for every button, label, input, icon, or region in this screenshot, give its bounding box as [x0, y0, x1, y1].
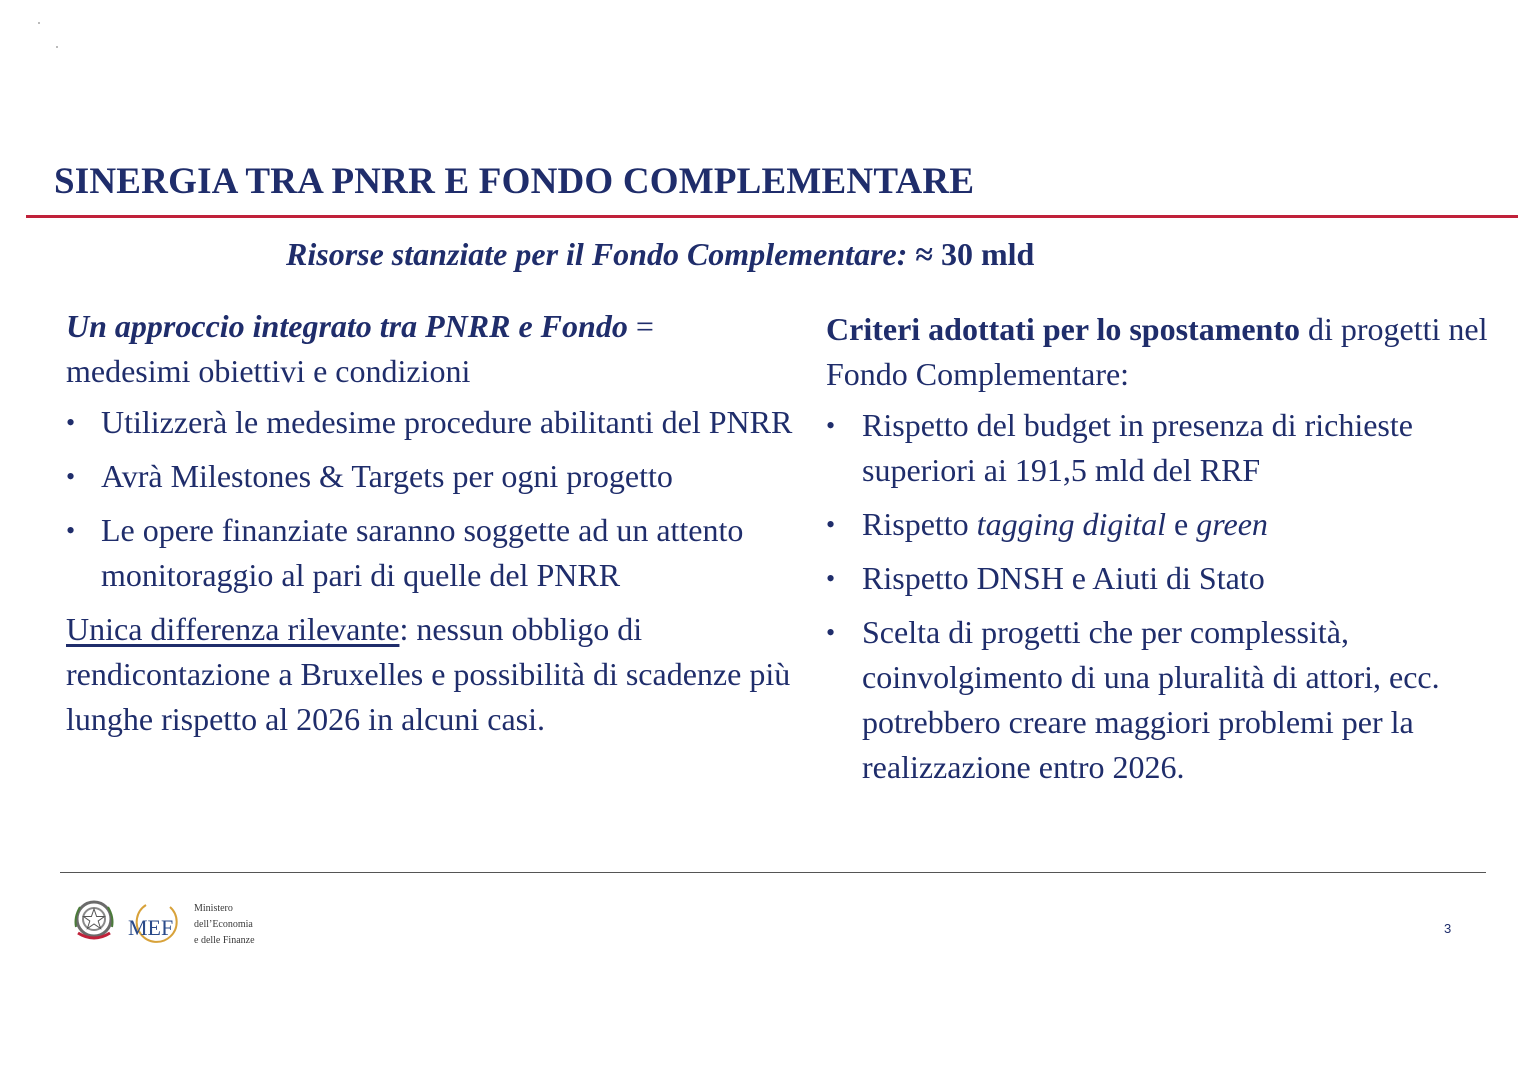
left-intro-rest: medesimi obiettivi e condizioni	[66, 353, 471, 389]
b2-pre: Rispetto	[862, 506, 977, 542]
ministry-line: e delle Finanze	[194, 935, 255, 946]
approx-symbol: ≈	[915, 236, 933, 272]
subtitle-amount: 30 mld	[940, 236, 1035, 272]
right-intro-bold: Criteri adottati per lo spostamento	[826, 311, 1300, 347]
italian-republic-emblem-icon	[70, 897, 118, 947]
left-outro	[66, 607, 796, 742]
ministry-line: dell’Economia	[194, 919, 253, 930]
footer-divider	[60, 872, 1486, 873]
left-column	[66, 304, 796, 742]
subtitle-text: Risorse stanziate per il Fondo Complementare:	[286, 236, 908, 272]
left-intro-bold: Un approccio integrato tra PNRR e Fondo	[66, 308, 628, 344]
left-intro	[66, 304, 796, 394]
outro-rest: : nessun obbligo di rendicontazione a Bruxelles e possibilità di scadenze più lunghe rispetto al 2026 in alcuni casi.	[66, 611, 791, 737]
list-item: • Scelta di progetti che per complessità, coinvolgimento di una pluralità di attori, ecc. potrebbero creare maggiori problemi per la realizzazione entro 2026.	[826, 610, 1526, 790]
scan-speck	[38, 22, 40, 24]
list-item: • Rispetto DNSH e Aiuti di Stato	[826, 556, 1526, 601]
slide-title: SINERGIA TRA PNRR E FONDO COMPLEMENTARE	[54, 161, 975, 202]
b2-italic-digital: tagging digital	[976, 506, 1167, 542]
list-item	[826, 502, 1526, 547]
mef-logo-icon	[126, 899, 188, 951]
right-intro-rest: di progetti nel Fondo Complementare:	[826, 311, 1488, 392]
subtitle	[286, 236, 1034, 273]
title-divider	[26, 215, 1518, 218]
right-column	[826, 307, 1526, 799]
list-item: • Utilizzerà le medesime procedure abilitanti del PNRR	[66, 400, 796, 445]
list-item: • Rispetto del budget in presenza di richieste superiori ai 191,5 mld del RRF	[826, 403, 1526, 493]
ministry-name	[194, 901, 255, 949]
page-number: 3	[1444, 921, 1452, 936]
outro-underlined: Unica differenza rilevante	[66, 611, 400, 647]
b2-mid: e	[1166, 506, 1197, 542]
b2-italic-green: green	[1196, 506, 1268, 542]
right-bullet-list	[826, 403, 1526, 790]
list-item: • Avrà Milestones & Targets per ogni progetto	[66, 454, 796, 499]
left-bullet-list	[66, 400, 796, 598]
mef-logo-text: MEF	[128, 915, 174, 940]
ministry-line: Ministero	[194, 903, 233, 914]
right-intro	[826, 307, 1526, 397]
list-item: • Le opere finanziate saranno soggette ad un attento monitoraggio al pari di quelle del PNRR	[66, 508, 796, 598]
left-intro-equals: =	[627, 308, 654, 344]
scan-speck	[56, 46, 58, 48]
